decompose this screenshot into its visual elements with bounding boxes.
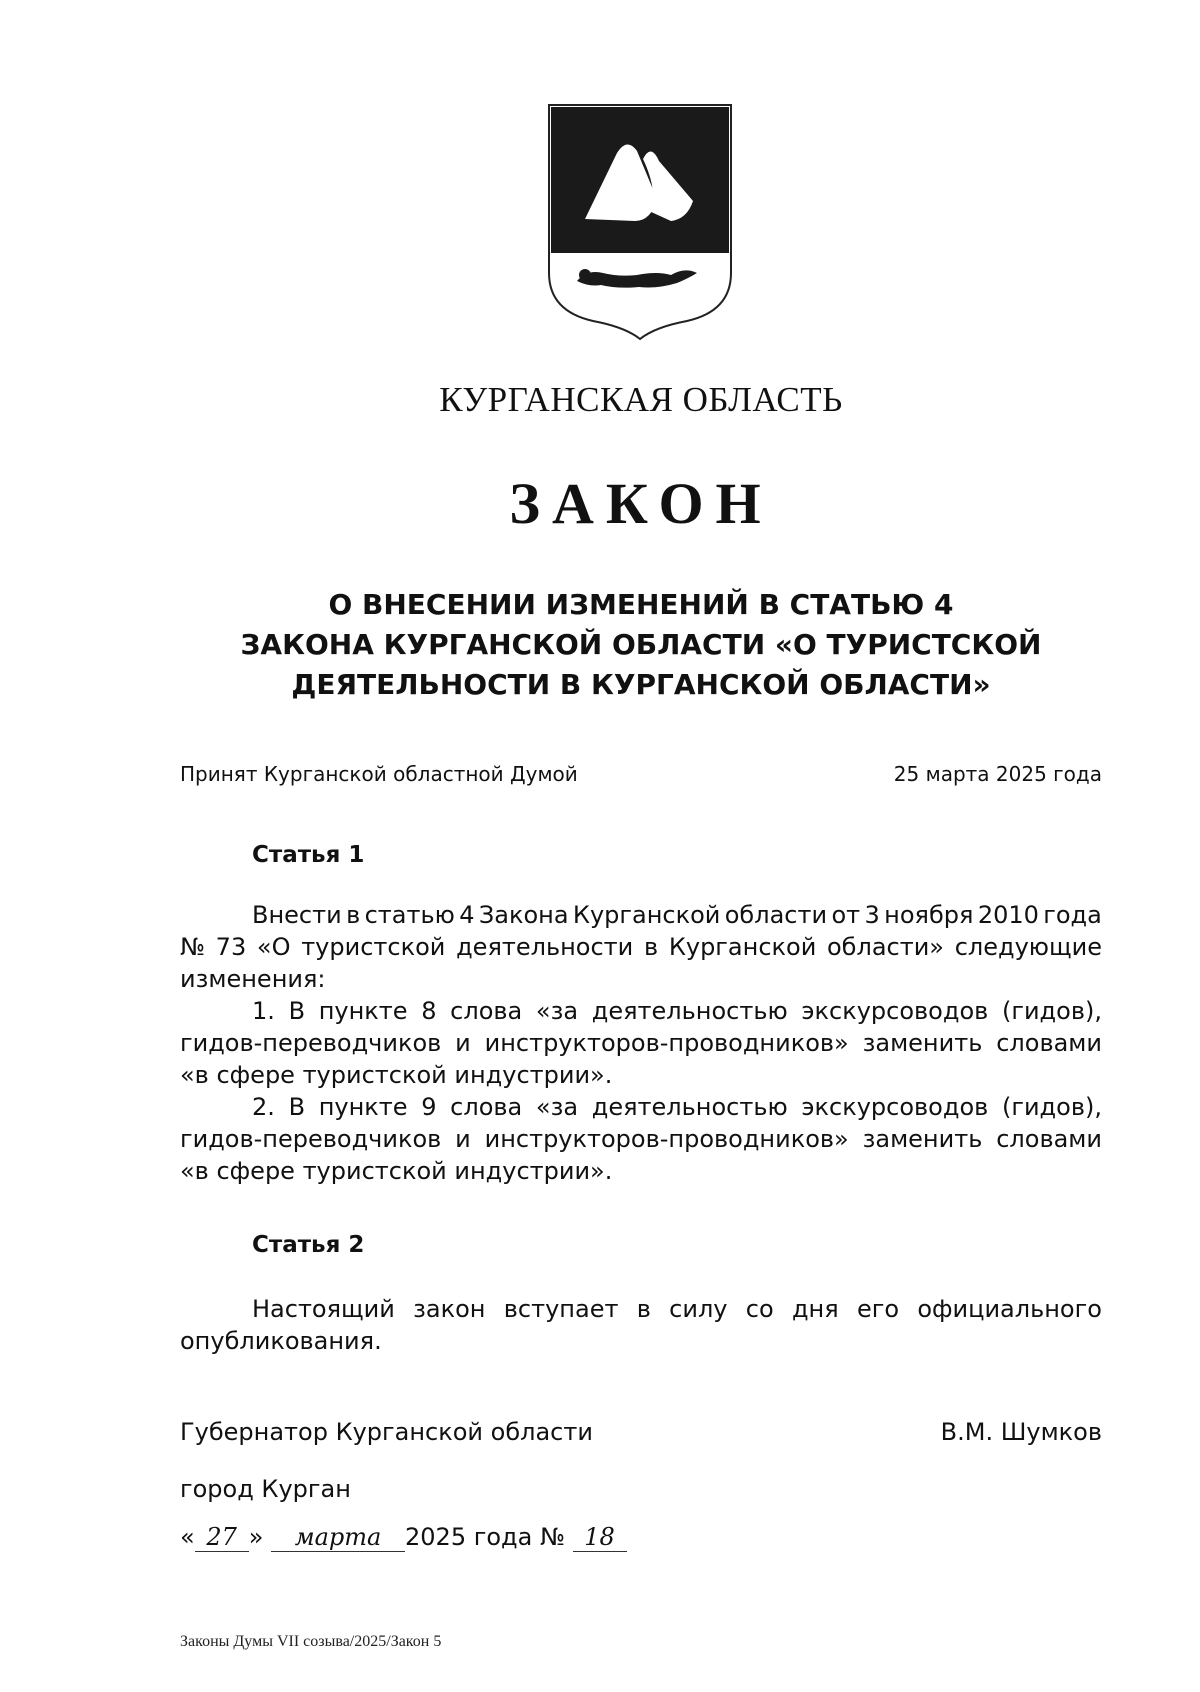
article-1-text <box>180 899 1102 1187</box>
word: официального <box>917 1295 1102 1323</box>
text-line <box>180 931 1102 963</box>
word: и <box>455 1029 471 1057</box>
governor-name: В.М. Шумков <box>940 1418 1102 1446</box>
handwritten-number: 18 <box>573 1523 627 1552</box>
word: 9 <box>421 1093 437 1121</box>
document-type: ЗАКОН <box>509 471 773 536</box>
word: ноября <box>884 901 974 929</box>
text-line <box>180 995 1102 1027</box>
word: словами <box>996 1125 1102 1153</box>
word: области <box>724 901 828 929</box>
word: его <box>856 1295 900 1323</box>
word: деятельностью <box>591 1093 788 1121</box>
word: В <box>288 1093 306 1121</box>
word: (гидов), <box>1001 1093 1102 1121</box>
law-title <box>180 585 1102 705</box>
word: закон <box>413 1295 486 1323</box>
word: силу <box>669 1295 728 1323</box>
word: туристской <box>301 933 446 961</box>
handwritten-month: марта <box>271 1523 405 1552</box>
word: со <box>745 1295 774 1323</box>
word: инструкторов-проводников» <box>484 1125 849 1153</box>
word: заменить <box>862 1125 983 1153</box>
word: и <box>455 1125 471 1153</box>
text-line <box>180 899 1102 931</box>
word: вступает <box>503 1295 619 1323</box>
word: Курганской <box>572 901 721 929</box>
text-line <box>180 963 1102 995</box>
word: «за <box>535 1093 579 1121</box>
quote-close: » <box>248 1523 264 1551</box>
word: гидов-переводчиков <box>180 1029 442 1057</box>
word: экскурсоводов <box>801 1093 989 1121</box>
word: года <box>1043 901 1102 929</box>
text-line <box>180 1027 1102 1059</box>
adopted-by: Принят Курганской областной Думой <box>180 762 578 786</box>
word: пункте <box>318 1093 408 1121</box>
word: 8 <box>421 997 437 1025</box>
quote-open: « <box>180 1523 195 1551</box>
word: «за <box>535 997 579 1025</box>
word: 4 <box>459 901 475 929</box>
text-line <box>180 1325 1102 1357</box>
law-title-line: ЗАКОНА КУРГАНСКОЙ ОБЛАСТИ «О ТУРИСТСКОЙ <box>240 628 1042 661</box>
word: инструкторов-проводников» <box>484 1029 849 1057</box>
word: дня <box>791 1295 839 1323</box>
word: области» <box>827 933 944 961</box>
word: Курганской <box>668 933 817 961</box>
text-span: опубликования. <box>180 1327 382 1355</box>
region-name: КУРГАНСКАЯ ОБЛАСТЬ <box>439 380 843 419</box>
footer-reference: Законы Думы VII созыва/2025/Закон 5 <box>180 1633 442 1650</box>
word: деятельности <box>456 933 634 961</box>
word: следующие <box>954 933 1102 961</box>
word: 2. <box>252 1093 275 1121</box>
word: 2010 <box>977 901 1039 929</box>
handwritten-day: 27 <box>195 1523 249 1552</box>
word: Закона <box>478 901 569 929</box>
article-1-heading: Статья 1 <box>252 842 365 868</box>
word: № <box>180 933 205 961</box>
word: слова <box>450 1093 523 1121</box>
word: пункте <box>318 997 408 1025</box>
word: словами <box>996 1029 1102 1057</box>
word: 3 <box>864 901 880 929</box>
text-span: «в сфере туристской индустрии». <box>180 1061 613 1089</box>
word: от <box>831 901 861 929</box>
word: в <box>636 1295 651 1323</box>
text-line <box>180 1091 1102 1123</box>
word: в <box>643 933 659 961</box>
word: деятельностью <box>591 997 788 1025</box>
word: слова <box>450 997 523 1025</box>
word: гидов-переводчиков <box>180 1125 442 1153</box>
article-2-text <box>180 1293 1102 1357</box>
word: заменить <box>862 1029 983 1057</box>
law-title-line: О ВНЕСЕНИИ ИЗМЕНЕНИЙ В СТАТЬЮ 4 <box>328 588 954 621</box>
year-text: 2025 года № <box>405 1523 565 1551</box>
text-line <box>180 1059 1102 1091</box>
text-line <box>180 1155 1102 1187</box>
word: (гидов), <box>1001 997 1102 1025</box>
signing-date-line <box>180 1523 627 1552</box>
adopted-date: 25 марта 2025 года <box>893 762 1102 786</box>
word: в <box>346 901 361 929</box>
word: 73 <box>215 933 247 961</box>
text-line <box>180 1293 1102 1325</box>
word: экскурсоводов <box>801 997 989 1025</box>
law-title-line: ДЕЯТЕЛЬНОСТИ В КУРГАНСКОЙ ОБЛАСТИ» <box>291 668 991 701</box>
word: В <box>288 997 306 1025</box>
governor-title: Губернатор Курганской области <box>180 1418 593 1446</box>
word: статью <box>364 901 455 929</box>
word: Настоящий <box>252 1295 395 1323</box>
text-line <box>180 1123 1102 1155</box>
article-2-heading: Статья 2 <box>252 1232 365 1258</box>
word: Внести <box>252 901 342 929</box>
text-span: изменения: <box>180 965 326 993</box>
coat-of-arms-icon <box>547 103 733 341</box>
text-span: «в сфере туристской индустрии». <box>180 1157 613 1185</box>
signing-city: город Курган <box>180 1475 351 1503</box>
word: 1. <box>252 997 275 1025</box>
word: «О <box>256 933 291 961</box>
